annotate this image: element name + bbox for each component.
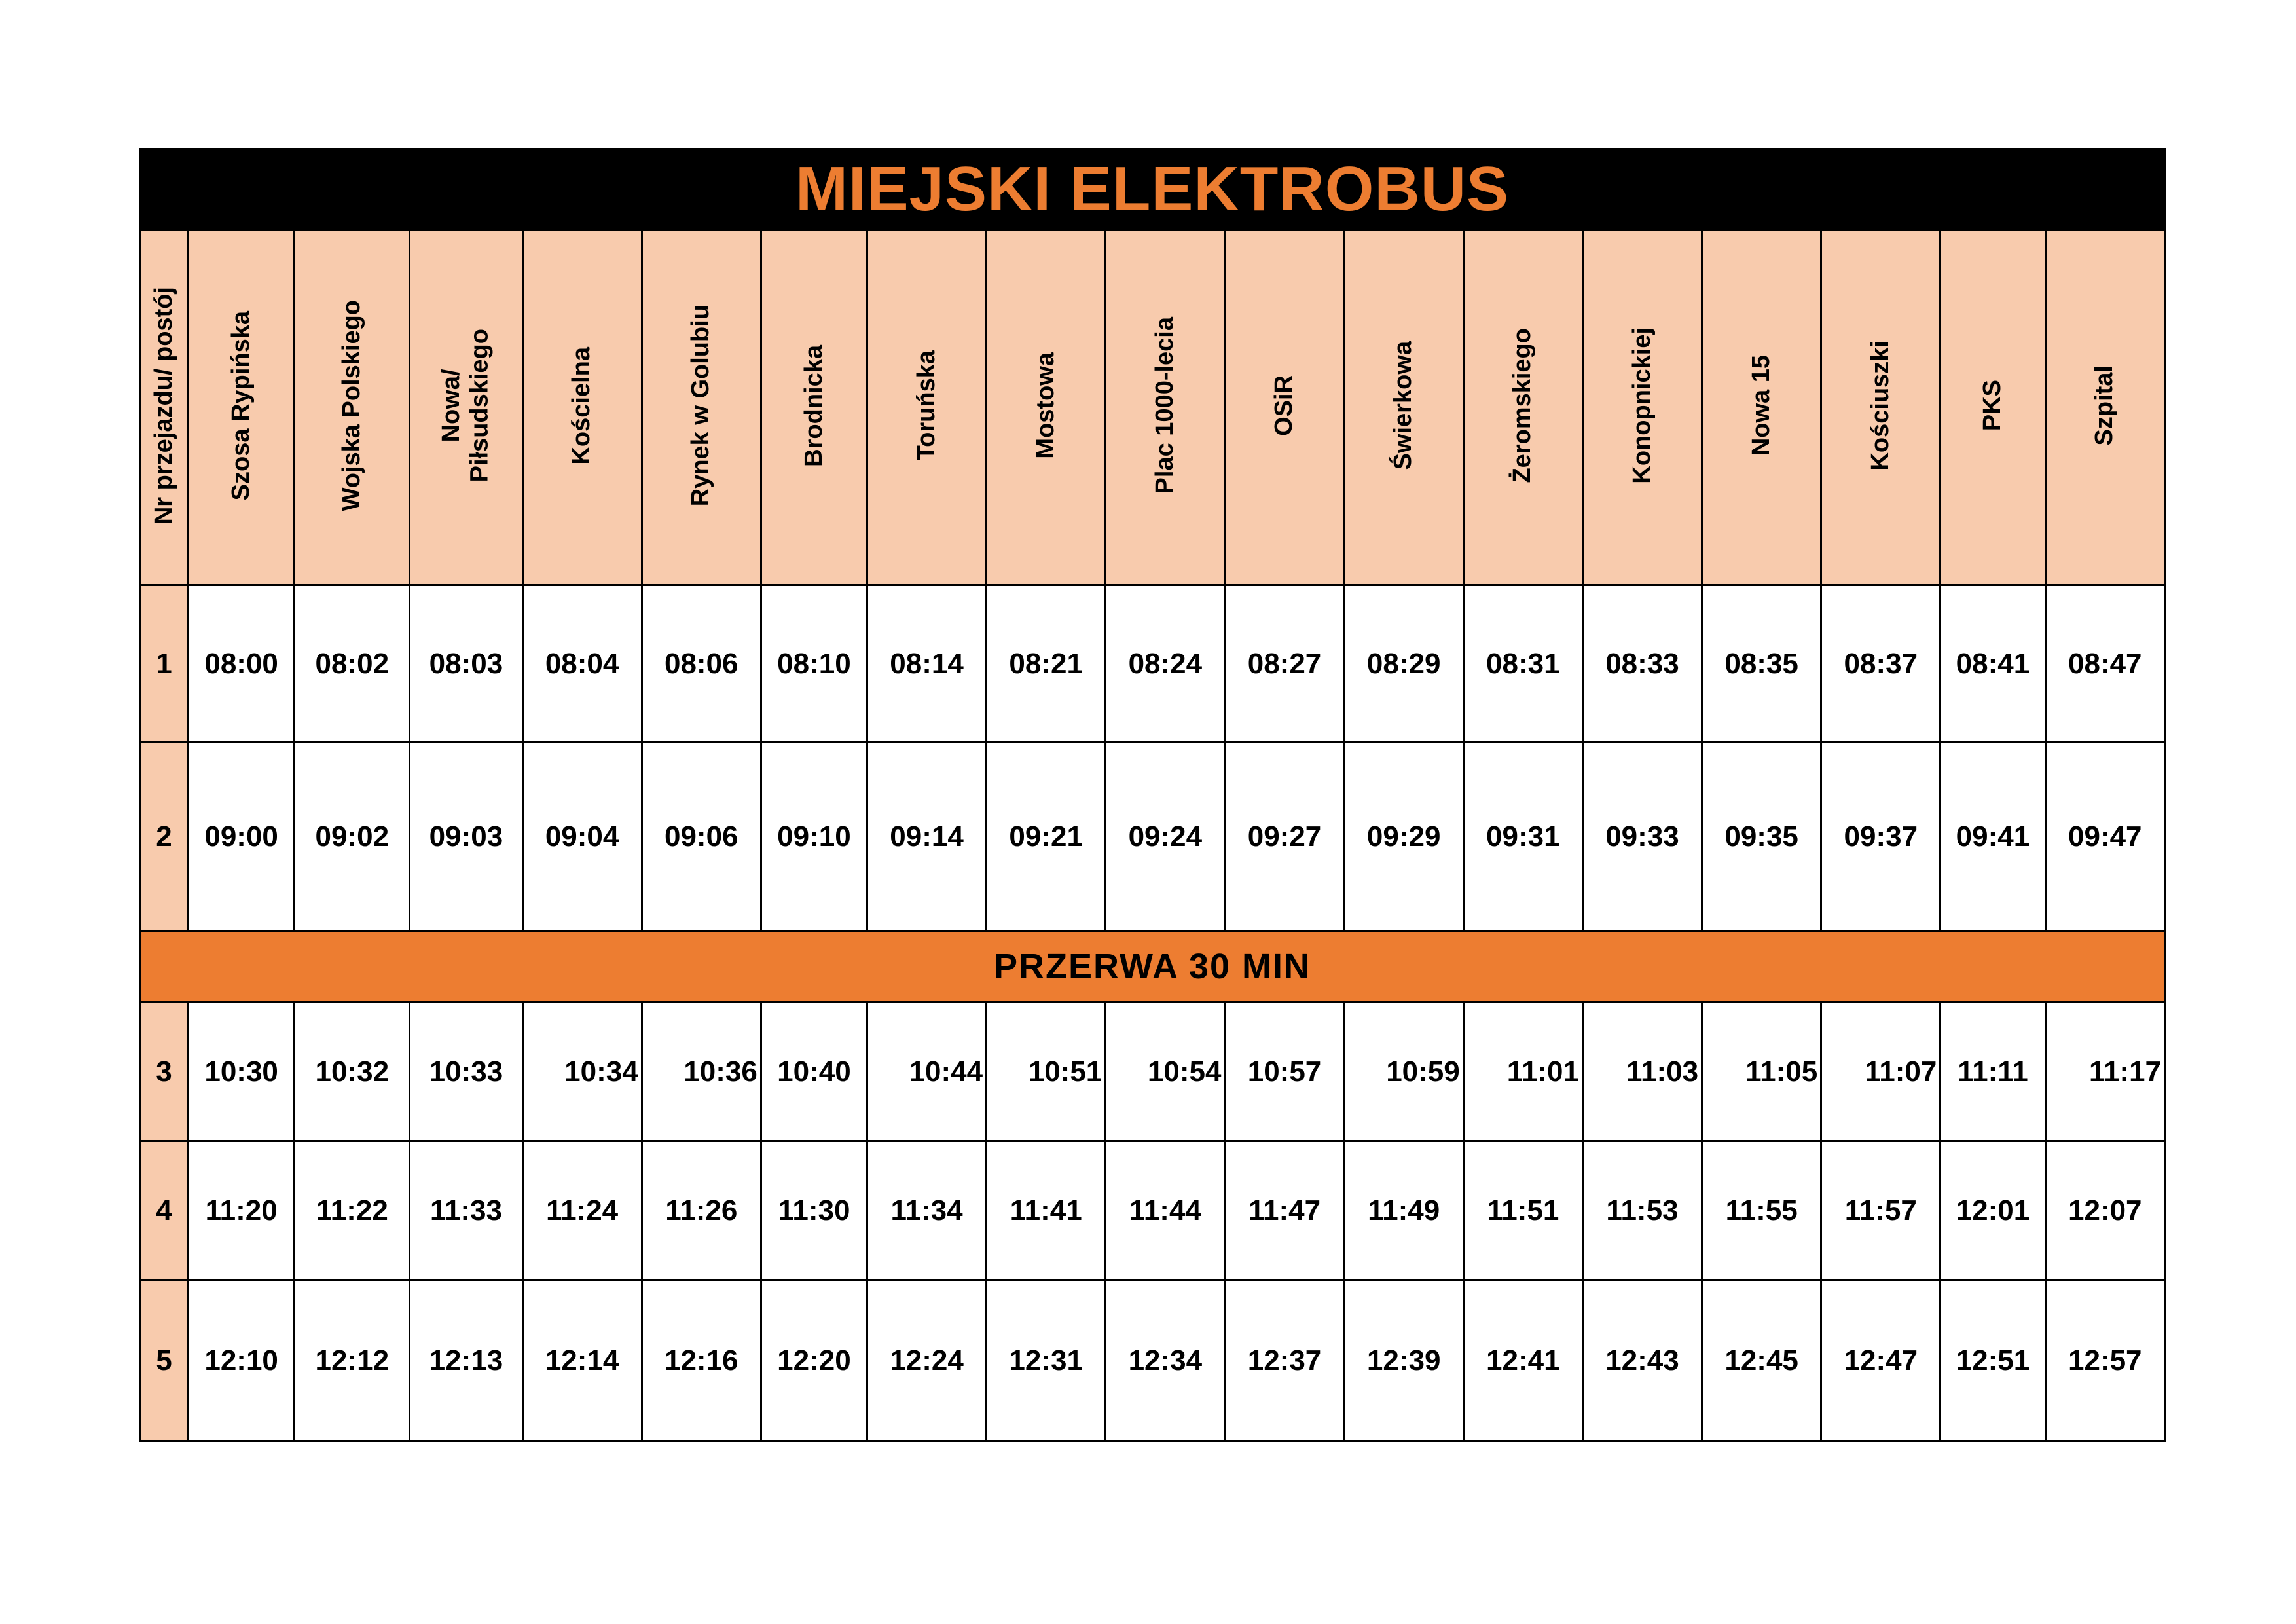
departure-time: 11:24: [522, 1141, 642, 1280]
departure-time: 11:26: [642, 1141, 761, 1280]
departure-time: 09:47: [2045, 743, 2164, 931]
departure-time: 12:34: [1106, 1280, 1225, 1441]
stop-header: [522, 230, 642, 585]
stop-name: Szosa Rypińska: [227, 310, 255, 501]
departure-time: 08:02: [295, 585, 410, 743]
title-row: [140, 149, 2165, 230]
break-row: [140, 931, 2165, 1003]
stop-name: Nowa/ Piłsudskiego: [437, 329, 494, 483]
departure-time: 11:33: [410, 1141, 522, 1280]
departure-time: 09:00: [189, 743, 295, 931]
departure-time: 12:57: [2045, 1280, 2164, 1441]
departure-time: 11:01: [1463, 1003, 1582, 1141]
stop-name: Rynek w Golubiu: [687, 304, 715, 507]
departure-time: 09:10: [761, 743, 867, 931]
departure-time: 09:21: [987, 743, 1106, 931]
departure-time: 12:20: [761, 1280, 867, 1441]
stop-name: Konopnickiej: [1628, 327, 1656, 484]
departure-time: 11:34: [867, 1141, 986, 1280]
departure-time: 11:47: [1225, 1141, 1344, 1280]
stop-header: [1106, 230, 1225, 585]
stop-name: Żeromskiego: [1508, 328, 1537, 483]
stop-name: Mostowa: [1031, 352, 1059, 459]
departure-time: 11:20: [189, 1141, 295, 1280]
run-number-header: [140, 230, 189, 585]
departure-time: 10:36: [642, 1003, 761, 1141]
stop-header: [1702, 230, 1821, 585]
run-number-header-label: Nr przejazdu/ postój: [149, 286, 177, 525]
stop-header: [410, 230, 522, 585]
stop-header: [867, 230, 986, 585]
departure-time: 08:27: [1225, 585, 1344, 743]
departure-time: 10:30: [189, 1003, 295, 1141]
departure-time: 11:11: [1941, 1003, 2045, 1141]
departure-time: 08:47: [2045, 585, 2164, 743]
run-number: 1: [140, 585, 189, 743]
departure-time: 09:41: [1941, 743, 2045, 931]
departure-time: 09:33: [1582, 743, 1702, 931]
departure-time: 10:51: [987, 1003, 1106, 1141]
stop-name: Świerkowa: [1389, 341, 1417, 470]
stop-name: PKS: [1978, 380, 2007, 432]
departure-time: 09:24: [1106, 743, 1225, 931]
departure-time: 08:04: [522, 585, 642, 743]
stop-name: Wojska Polskiego: [337, 300, 365, 511]
departure-time: 08:00: [189, 585, 295, 743]
stop-header: [1582, 230, 1702, 585]
departure-time: 09:37: [1821, 743, 1941, 931]
departure-time: 08:29: [1344, 585, 1463, 743]
departure-time: 11:03: [1582, 1003, 1702, 1141]
departure-time: 12:31: [987, 1280, 1106, 1441]
stop-name: Nowa 15: [1747, 355, 1775, 456]
departure-time: 08:31: [1463, 585, 1582, 743]
stop-header: [189, 230, 295, 585]
departure-time: 08:21: [987, 585, 1106, 743]
stop-header: [1344, 230, 1463, 585]
departure-time: 09:27: [1225, 743, 1344, 931]
departure-time: 08:06: [642, 585, 761, 743]
timetable-body: [140, 149, 2165, 1441]
departure-time: 12:45: [1702, 1280, 1821, 1441]
departure-time: 11:17: [2045, 1003, 2164, 1141]
run-number: 3: [140, 1003, 189, 1141]
departure-time: 10:59: [1344, 1003, 1463, 1141]
departure-time: 08:10: [761, 585, 867, 743]
departure-time: 09:14: [867, 743, 986, 931]
departure-time: 12:41: [1463, 1280, 1582, 1441]
page-title: MIEJSKI ELEKTROBUS: [140, 149, 2165, 230]
table-row: [140, 1280, 2165, 1441]
run-number: 4: [140, 1141, 189, 1280]
timetable: [139, 148, 2166, 1442]
stop-header: [1225, 230, 1344, 585]
stop-name: Toruńska: [912, 350, 940, 461]
run-number: 5: [140, 1280, 189, 1441]
departure-time: 08:24: [1106, 585, 1225, 743]
departure-time: 12:13: [410, 1280, 522, 1441]
departure-time: 08:14: [867, 585, 986, 743]
departure-time: 08:41: [1941, 585, 2045, 743]
departure-time: 09:04: [522, 743, 642, 931]
stop-header: [1941, 230, 2045, 585]
departure-time: 12:16: [642, 1280, 761, 1441]
departure-time: 11:41: [987, 1141, 1106, 1280]
table-row: [140, 743, 2165, 931]
departure-time: 09:06: [642, 743, 761, 931]
departure-time: 08:37: [1821, 585, 1941, 743]
departure-time: 10:33: [410, 1003, 522, 1141]
departure-time: 11:44: [1106, 1141, 1225, 1280]
stop-name: Plac 1000-lecia: [1151, 317, 1179, 494]
departure-time: 09:31: [1463, 743, 1582, 931]
stop-name: OSiR: [1270, 375, 1298, 436]
departure-time: 10:40: [761, 1003, 867, 1141]
departure-time: 12:24: [867, 1280, 986, 1441]
stop-header: [642, 230, 761, 585]
departure-time: 08:35: [1702, 585, 1821, 743]
departure-time: 11:05: [1702, 1003, 1821, 1141]
departure-time: 11:55: [1702, 1141, 1821, 1280]
departure-time: 11:51: [1463, 1141, 1582, 1280]
table-row: [140, 585, 2165, 743]
departure-time: 12:51: [1941, 1280, 2045, 1441]
departure-time: 11:07: [1821, 1003, 1941, 1141]
departure-time: 09:35: [1702, 743, 1821, 931]
departure-time: 10:54: [1106, 1003, 1225, 1141]
departure-time: 12:47: [1821, 1280, 1941, 1441]
stop-header: [1463, 230, 1582, 585]
table-row: [140, 1003, 2165, 1141]
break-label: PRZERWA 30 MIN: [140, 931, 2165, 1003]
stop-name: Kościuszki: [1866, 341, 1894, 471]
stop-header: [1821, 230, 1941, 585]
departure-time: 11:22: [295, 1141, 410, 1280]
departure-time: 11:49: [1344, 1141, 1463, 1280]
departure-time: 10:57: [1225, 1003, 1344, 1141]
header-row: [140, 230, 2165, 585]
departure-time: 11:53: [1582, 1141, 1702, 1280]
departure-time: 11:30: [761, 1141, 867, 1280]
departure-time: 12:43: [1582, 1280, 1702, 1441]
departure-time: 10:32: [295, 1003, 410, 1141]
departure-time: 10:44: [867, 1003, 986, 1141]
stop-name: Szpital: [2090, 365, 2119, 446]
table-row: [140, 1141, 2165, 1280]
stop-header: [295, 230, 410, 585]
departure-time: 12:12: [295, 1280, 410, 1441]
departure-time: 08:03: [410, 585, 522, 743]
departure-time: 12:37: [1225, 1280, 1344, 1441]
departure-time: 12:07: [2045, 1141, 2164, 1280]
stop-name: Kościelna: [568, 346, 596, 465]
stop-header: [2045, 230, 2164, 585]
departure-time: 12:39: [1344, 1280, 1463, 1441]
departure-time: 09:29: [1344, 743, 1463, 931]
departure-time: 12:01: [1941, 1141, 2045, 1280]
departure-time: 10:34: [522, 1003, 642, 1141]
departure-time: 08:33: [1582, 585, 1702, 743]
run-number: 2: [140, 743, 189, 931]
departure-time: 11:57: [1821, 1141, 1941, 1280]
departure-time: 09:03: [410, 743, 522, 931]
departure-time: 09:02: [295, 743, 410, 931]
stop-name: Brodnicka: [799, 344, 828, 467]
departure-time: 12:10: [189, 1280, 295, 1441]
departure-time: 12:14: [522, 1280, 642, 1441]
stop-header: [761, 230, 867, 585]
stop-header: [987, 230, 1106, 585]
